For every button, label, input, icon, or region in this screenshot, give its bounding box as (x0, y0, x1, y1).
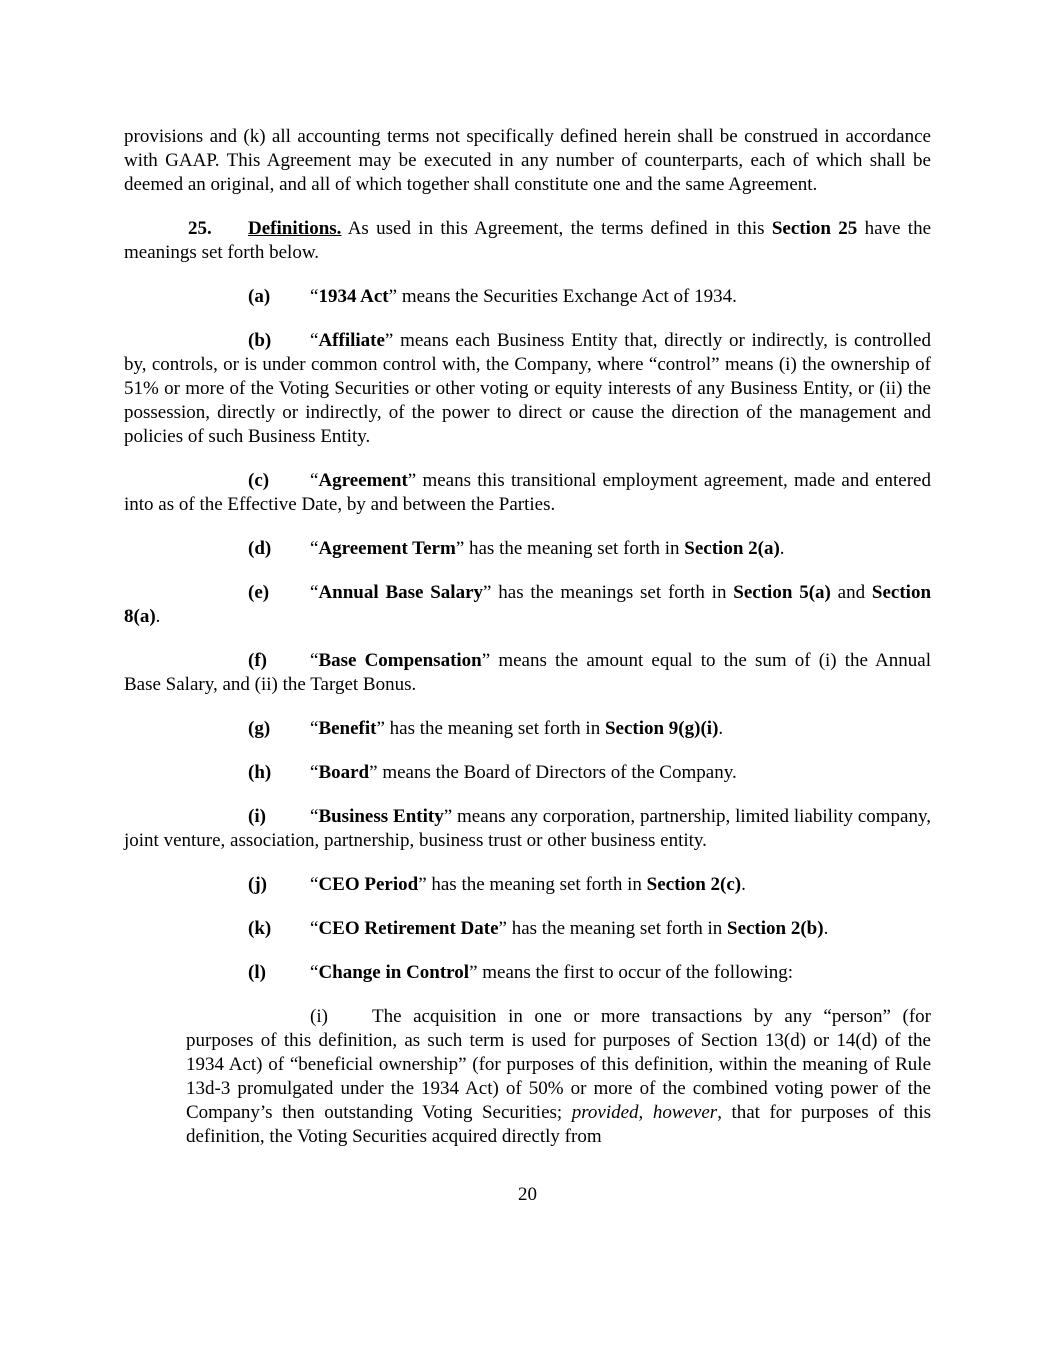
definition-term: Affiliate (318, 330, 385, 351)
definition-label: (e) (248, 582, 270, 603)
definition-term: Annual Base Salary (318, 582, 484, 603)
definition-text: has the meaning set forth in (426, 874, 647, 895)
section-text-2: have the meanings set forth below. (124, 218, 932, 263)
definition-a: (a) “1934 Act” means the Securities Exchange Act of 1934. (248, 286, 737, 307)
definition-j: (j) “CEO Period” has the meaning set forth in Section 2(c). (248, 874, 746, 895)
definition-f: (f) “Base Compensation” means the amount equal to the sum of (i) the Annual Base Salary, and (ii) the Target Bonus. (124, 650, 931, 695)
definition-end: . (823, 918, 829, 939)
definition-text: has the meaning set forth in (506, 918, 727, 939)
definition-term: CEO Retirement Date (318, 918, 499, 939)
clause-italic-however: however (652, 1102, 718, 1123)
definition-c: (c) “Agreement” means this transitional employment agreement, made and entered into as of the Effective Date, by and between the Parties. (124, 470, 931, 515)
definition-l: (l) “Change in Control” means the first to occur of the following: (248, 962, 794, 983)
definition-ref: Section 5(a) (733, 582, 831, 603)
clause-label: (i) (310, 1006, 328, 1027)
definition-i: (i) “Business Entity” means any corporation, partnership, limited liability company, joint venture, association, partnership, business trust or other business entity. (124, 806, 931, 851)
definition-label: (f) (248, 650, 267, 671)
definition-end: . (779, 538, 785, 559)
definition-mid: and (830, 582, 872, 603)
section-heading: Definitions. (248, 218, 342, 239)
definition-b: (b) “Affiliate” means each Business Entity that, directly or indirectly, is controlled by, controls, or is under common control with, the Company, where “control” means (i) the ownership of 51% or more of the Voting Securities or other voting or equity interests of any Business Entity, or (ii) the possession, directly or indirectly, of the power to direct or cause the direction of the management and policies of such Business Entity. (124, 330, 931, 447)
definition-term: Agreement Term (318, 538, 456, 559)
definition-g: (g) “Benefit” has the meaning set forth in Section 9(g)(i). (248, 718, 724, 739)
section-ref: Section 25 (771, 218, 858, 239)
definition-text: means the Board of Directors of the Company. (377, 762, 737, 783)
definition-label: (g) (248, 718, 271, 739)
page-number: 20 (518, 1184, 537, 1205)
definition-text: has the meanings set forth in (491, 582, 734, 603)
definition-text: means the Securities Exchange Act of 1934. (397, 286, 737, 307)
definition-ref: Section 9(g)(i) (604, 718, 719, 739)
definition-term: 1934 Act (318, 286, 389, 307)
clause-text-1: The acquisition in one or more transactions by any “person” (for purposes of this definition, as such term is used for purposes of Section 13(d) or 14(d) of the 1934 Act) of “beneficial ownership” (for purposes of this definition, within the meaning of Rule 13d-3 promulgated under the 1934 Act) of 50% or more of the combined voting power of the Company’s then outstanding Voting Securities; (186, 1006, 931, 1123)
definition-ref: Section 2(a) (684, 538, 780, 559)
definition-label: (b) (248, 330, 272, 351)
definition-label: (l) (248, 962, 266, 983)
definition-text: has the meaning set forth in (384, 718, 605, 739)
clause-comma: , (638, 1102, 653, 1123)
definition-end: . (155, 606, 161, 627)
definition-term: Change in Control (318, 962, 470, 983)
definition-ref: Section 2(c) (646, 874, 742, 895)
definition-term: Agreement (318, 470, 408, 491)
definition-d: (d) “Agreement Term” has the meaning set forth in Section 2(a). (248, 538, 785, 559)
change-in-control-clause-i (186, 1005, 931, 1149)
definition-text: has the meaning set forth in (464, 538, 685, 559)
definition-label: (d) (248, 538, 272, 559)
definition-label: (k) (248, 918, 272, 939)
definition-ref-2: Section 8(a) (124, 582, 932, 627)
definition-label: (c) (248, 470, 270, 491)
definition-text: means any corporation, partnership, limited liability company, joint venture, association, partnership, business trust or other business entity. (124, 806, 931, 851)
definition-term: Business Entity (318, 806, 444, 827)
definition-text: means the first to occur of the following: (477, 962, 794, 983)
definition-label: (i) (248, 806, 266, 827)
definition-end: . (741, 874, 746, 895)
definition-text: means each Business Entity that, directly or indirectly, is controlled by, controls, or is under common control with, the Company, where “control” means (i) the ownership of 51% or more of the Voting Securities or other voting or equity interests of any Business Entity, or (ii) the possession, directly or indirectly, of the power to direct or cause the direction of the management and policies of such Business Entity. (124, 330, 931, 447)
definition-label: (j) (248, 874, 267, 895)
section-text-1: As used in this Agreement, the terms defined in this (341, 218, 772, 239)
section-25-paragraph (124, 217, 931, 265)
definition-term: CEO Period (318, 874, 419, 895)
section-number: 25. (188, 218, 212, 239)
definition-ref: Section 2(b) (727, 918, 824, 939)
definition-label: (a) (248, 286, 271, 307)
definition-term: Board (318, 762, 370, 783)
definition-text: means this transitional employment agreement, made and entered into as of the Effective Date, by and between the Parties. (124, 470, 931, 515)
definition-term: Benefit (318, 718, 377, 739)
definition-k: (k) “CEO Retirement Date” has the meaning set forth in Section 2(b). (248, 918, 829, 939)
document-body (124, 125, 931, 1149)
clause-italic-provided: provided (571, 1102, 639, 1123)
definition-term: Base Compensation (318, 650, 482, 671)
definition-text: means the amount equal to the sum of (i) the Annual Base Salary, and (ii) the Target Bonus. (124, 650, 931, 695)
definition-h: (h) “Board” means the Board of Directors of the Company. (248, 762, 737, 783)
intro-paragraph: provisions and (k) all accounting terms not specifically defined herein shall be construed in accordance with GAAP. This Agreement may be executed in any number of counterparts, each of which shall be deemed an original, and all of which together shall constitute one and the same Agreement. (124, 126, 931, 195)
definition-e: (e) “Annual Base Salary” has the meanings set forth in Section 5(a) and Section 8(a). (124, 582, 932, 627)
definition-end: . (718, 718, 724, 739)
clause-text-2: , that for purposes of this definition, the Voting Securities acquired directly from (186, 1102, 931, 1147)
definition-label: (h) (248, 762, 272, 783)
